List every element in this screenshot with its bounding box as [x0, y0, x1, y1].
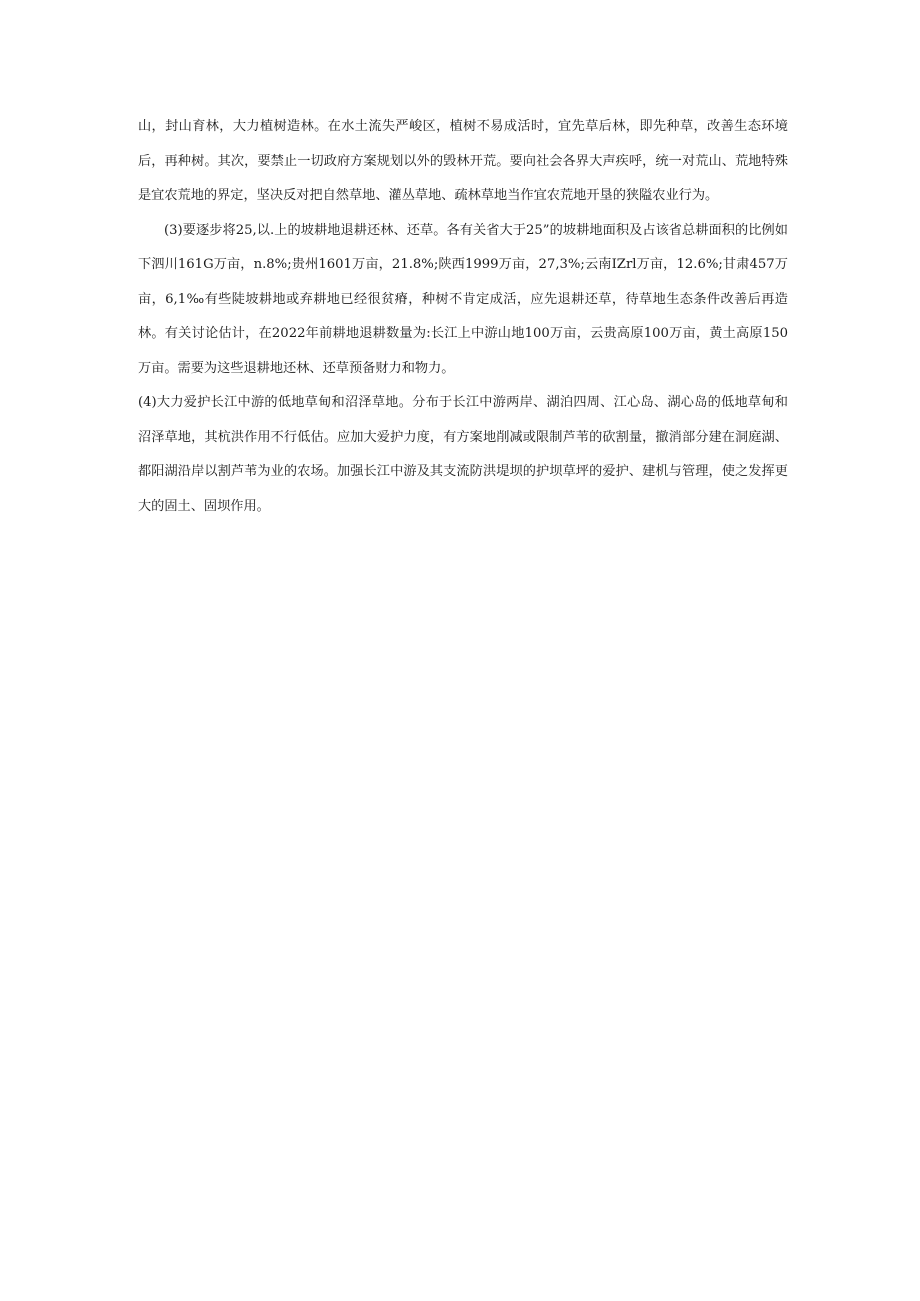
document-body: [138, 110, 788, 524]
paragraph-item-4: (4)大力爱护长江中游的低地草甸和沼泽草地。分布于长江中游两岸、湖泊四周、江心岛、湖心岛的低地草甸和沼泽草地，其杭洪作用不行低估。应加大爱护力度，有方案地削减或限制芦苇的砍割量，撤消部分建在洞庭湖、都阳湖沿岸以割芦苇为业的农场。加强长江中游及其支流防洪堤坝的护坝草坪的爱护、建机与管理，使之发挥更大的固土、固坝作用。: [138, 395, 788, 514]
paragraph-item-3: (3)要逐步将25,以.上的坡耕地退耕还林、还草。各有关省大于25”的坡耕地面积及占该省总耕面积的比例如下泗川161G万亩，n.8%;贵州1601万亩，21.8%;陕西1999万亩，27,3%;云南IZrl万亩，12.6%;甘肃457万亩，6,1‰有些陡坡耕地或弃耕地已经很贫瘠，种树不肯定成活，应先退耕还草，待草地生态条件改善后再造林。有关讨论估计，在2022年前耕地退耕数量为:长江上中游山地100万亩，云贵高原100万亩，黄土高原150万亩。需要为这些退耕地还林、还草预备财力和物力。: [138, 222, 788, 376]
paragraph-continuation: 山，封山育林，大力植树造林。在水土流失严峻区，植树不易成活时，宜先草后林，即先种草，改善生态环境后，再种树。其次，要禁止一切政府方案规划以外的毁林开荒。要向社会各界大声疾呼，统一对荒山、荒地特殊是宜农荒地的界定，坚决反对把自然草地、灌丛草地、疏林草地当作宜农荒地开垦的狭隘农业行为。: [138, 119, 788, 203]
